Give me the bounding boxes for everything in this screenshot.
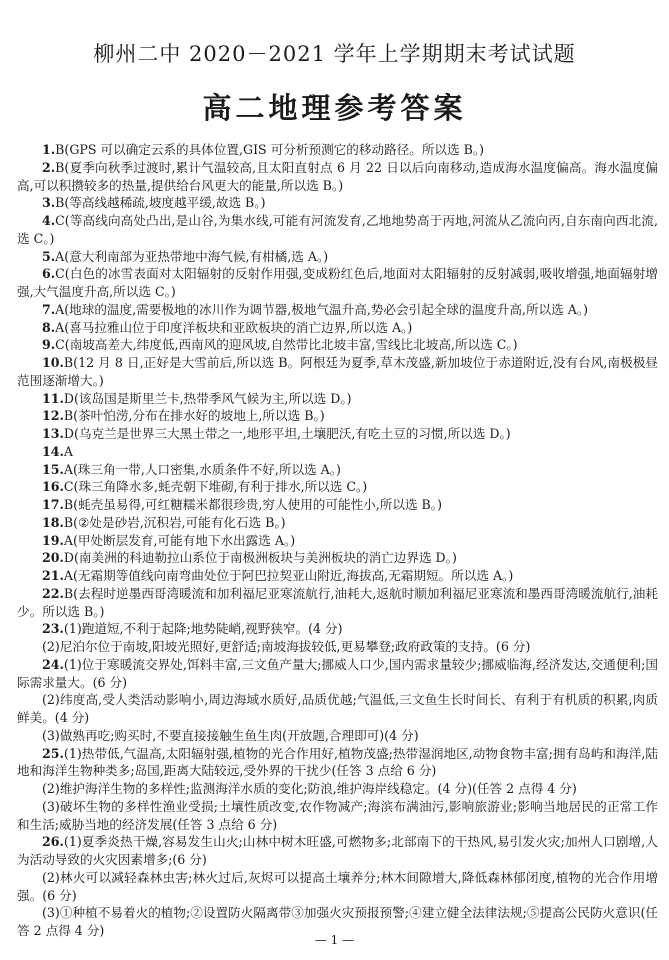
answer-item — [17, 798, 658, 834]
answer-item — [17, 869, 658, 905]
answer-item — [17, 567, 658, 585]
question-number: 20. — [42, 550, 64, 566]
question-number: 16. — [42, 479, 64, 495]
question-number: 11. — [42, 390, 64, 406]
answer-item — [17, 461, 658, 479]
answer-text: B(蚝壳虽易得,可红糖糯米都很珍贵,穷人使用的可能性小,所以选 B。) — [63, 497, 443, 512]
answer-item — [17, 141, 658, 159]
answer-text: A(意大利南部为亚热带地中海气候,有柑橘,选 A。) — [55, 248, 329, 264]
answer-text: (2)维护海洋生物的多样性;监测海洋水质的变化;防浪,维护海岸线稳定。(4 分)(任答 2 点得 4 分) — [42, 781, 577, 796]
question-number: 19. — [42, 532, 64, 548]
question-number: 1. — [42, 142, 56, 157]
question-number: 14. — [42, 443, 64, 459]
answer-text: B(GPS 可以确定云系的具体位置,GIS 可分析预测它的移动路径。所以选 B。) — [55, 142, 485, 157]
question-number: 25. — [42, 745, 64, 761]
question-number: 24. — [42, 656, 64, 672]
answer-item — [17, 265, 658, 301]
answer-item — [17, 833, 658, 869]
answer-item — [17, 638, 658, 656]
question-number: 5. — [42, 248, 56, 264]
answer-text: A(无霜期等值线向南弯曲处位于阿巴拉契亚山附近,海拔高,无霜期短。所以选 A。) — [63, 568, 514, 583]
answer-text: C(等高线向高处凸出,是山谷,为集水线,可能有河流发育,乙地地势高于丙地,河流从乙流向丙,自东南向西北流,选 C。) — [17, 213, 658, 246]
answer-item — [17, 656, 658, 692]
answer-text: A — [63, 443, 74, 459]
answer-text: (2)林火可以减轻森林虫害;林火过后,灰烬可以提高土壤养分;林木间隙增大,降低森林郁闭度,植物的光合作用增强。(6 分) — [17, 869, 658, 903]
answer-list — [17, 141, 658, 940]
answer-text: (2)纬度高,受人类活动影响小,周边海域水质好,品质优越;气温低,三文鱼生长时间长、有利于有机质的积累,肉质鲜美。(4 分) — [17, 692, 658, 725]
question-number: 13. — [42, 426, 64, 441]
question-number: 9. — [42, 337, 56, 353]
question-number: 17. — [42, 497, 64, 512]
answer-text: (1)热带低,气温高,太阳辐射强,植物的光合作用好,植物茂盛;热带湿润地区,动物食物丰富;拥有岛屿和海洋,陆地和海洋生物种类多;岛国,距离大陆较远,受外界的干扰少(任答 3 点给 6 分) — [17, 745, 658, 779]
question-number: 8. — [42, 319, 56, 335]
answer-item — [17, 407, 658, 425]
answer-text: (3)破坏生物的多样性渔业受损;土壤性质改变,农作物减产;海滨布满油污,影响旅游业;影响当地居民的正常工作和生活;威胁当地的经济发展(任答 3 点给 6 分) — [17, 798, 658, 832]
answer-item — [17, 425, 658, 443]
question-number: 7. — [42, 301, 56, 317]
answer-item — [17, 745, 658, 781]
answer-text: D(南美洲的科迪勒拉山系位于南极洲板块与美洲板块的消亡边界选 D。) — [63, 550, 457, 566]
answer-item — [17, 585, 658, 621]
answer-text: D(该岛国是斯里兰卡,热带季风气候为主,所以选 D。) — [63, 390, 352, 406]
answer-item — [17, 478, 658, 496]
answer-text: (3)做熟再吃;购买时,不要直接接触生鱼生肉(开放题,合理即可)(4 分) — [42, 727, 419, 743]
answer-item — [17, 354, 658, 390]
answer-text: C(南坡高差大,纬度低,西南风的迎风坡,自然带比北坡丰富,雪线比北坡高,所以选 C。) — [55, 337, 518, 353]
question-number: 4. — [42, 213, 56, 228]
question-number: 10. — [42, 355, 64, 370]
question-number: 26. — [42, 834, 64, 850]
answer-text: (3)①种植不易着火的植物;②设置防火隔离带③加强火灾预报预警;④建立健全法律法规;⑤提高公民防火意识(任答 2 点得 4 分) — [17, 905, 658, 938]
question-number: 15. — [42, 461, 64, 477]
question-number: 18. — [42, 514, 64, 530]
answer-text: B(等高线越稀疏,坡度越平缓,故选 B。) — [55, 195, 266, 211]
question-number: 3. — [42, 195, 56, 211]
answer-text: (1)夏季炎热干燥,容易发生山火;山林中树木旺盛,可燃物多;北部南下的干热风,易引发火灾;加州人口剧增,人为活动导致的火灾因素增多;(6 分) — [17, 834, 658, 867]
answer-text: B(夏季向秋季过渡时,累计气温较高,且太阳直射点 6 月 22 日以后向南移动,造成海水温度偏高。海水温度偏高,可以积攒较多的热量,提供给台风更大的能量,所以选 B。) — [17, 159, 658, 193]
answer-text: (1)位于寒暖流交界处,饵料丰富,三文鱼产量大;挪威人口少,国内需求量较少;挪威临海,经济发达,交通便利;国际需求量大。(6 分) — [17, 656, 658, 690]
answer-item — [17, 319, 658, 337]
answer-text: B(12 月 8 日,正好是大雪前后,所以选 B。阿根廷为夏季,草木茂盛,新加坡位于赤道附近,没有台风,南极极昼范围逐渐增大。) — [17, 355, 658, 388]
answer-item — [17, 212, 658, 248]
answer-text: B(②处是砂岩,沉积岩,可能有化石选 B。) — [63, 514, 286, 530]
answer-item — [17, 194, 658, 212]
question-number: 12. — [42, 408, 64, 424]
question-number: 2. — [42, 159, 56, 175]
answer-item — [17, 496, 658, 514]
answer-text: A(喜马拉雅山位于印度洋板块和亚欧板块的消亡边界,所以选 A。) — [55, 319, 413, 335]
exam-title: 柳州二中 2020－2021 学年上学期期末考试试题 — [93, 42, 576, 66]
answer-text: D(乌克兰是世界三大黑土带之一,地形平坦,土壤肥沃,有吃土豆的习惯,所以选 D。) — [63, 426, 511, 441]
answer-item — [17, 532, 658, 550]
answer-item — [17, 159, 658, 195]
question-number: 22. — [42, 585, 64, 601]
answer-item — [17, 549, 658, 567]
answer-text: C(白色的冰雪表面对太阳辐射的反射作用强,变成粉红色后,地面对太阳辐射的反射减弱,吸收增强,地面辐射增强,大气温度升高,所以选 C。) — [17, 266, 658, 299]
answer-text: B(茶叶怕涝,分布在排水好的坡地上,所以选 B。) — [63, 408, 325, 424]
answer-text: (2)尼泊尔位于南坡,阳坡光照好,更舒适;南坡海拔较低,更易攀登;政府政策的支持。(6 分) — [42, 639, 531, 654]
question-number: 23. — [42, 621, 64, 637]
answer-item — [17, 336, 658, 354]
answer-item — [17, 248, 658, 266]
answer-text: A(珠三角一带,人口密集,水质条件不好,所以选 A。) — [63, 461, 341, 477]
question-number: 6. — [42, 266, 56, 282]
answer-item — [17, 443, 658, 461]
question-number: 21. — [42, 568, 64, 583]
answer-key-heading: 高二地理参考答案 — [202, 91, 467, 125]
answer-item — [17, 780, 658, 798]
answer-text: A(甲处断层发育,可能有地下水出露选 A。) — [63, 532, 296, 548]
answer-item — [17, 390, 658, 408]
answer-text: (1)跑道短,不利于起降;地势陡峭,视野狭窄。(4 分) — [63, 621, 343, 637]
answer-item — [17, 727, 658, 745]
answer-text: B(去程时逆墨西哥湾暖流和加利福尼亚寒流航行,油耗大,返航时顺加利福尼亚寒流和墨西哥湾暖流航行,油耗少。所以选 B。) — [17, 585, 658, 619]
answer-item — [17, 620, 658, 638]
answer-item — [17, 691, 658, 727]
answer-text: C(珠三角降水多,蚝壳朝下堆砌,有利于排水,所以选 C。) — [63, 479, 368, 495]
answer-text: A(地球的温度,需要极地的冰川作为调节器,极地气温升高,势必会引起全球的温度升高,所以选 A。) — [55, 301, 589, 317]
answer-item — [17, 301, 658, 319]
page-number: — 1 — — [314, 933, 355, 947]
answer-item — [17, 514, 658, 532]
